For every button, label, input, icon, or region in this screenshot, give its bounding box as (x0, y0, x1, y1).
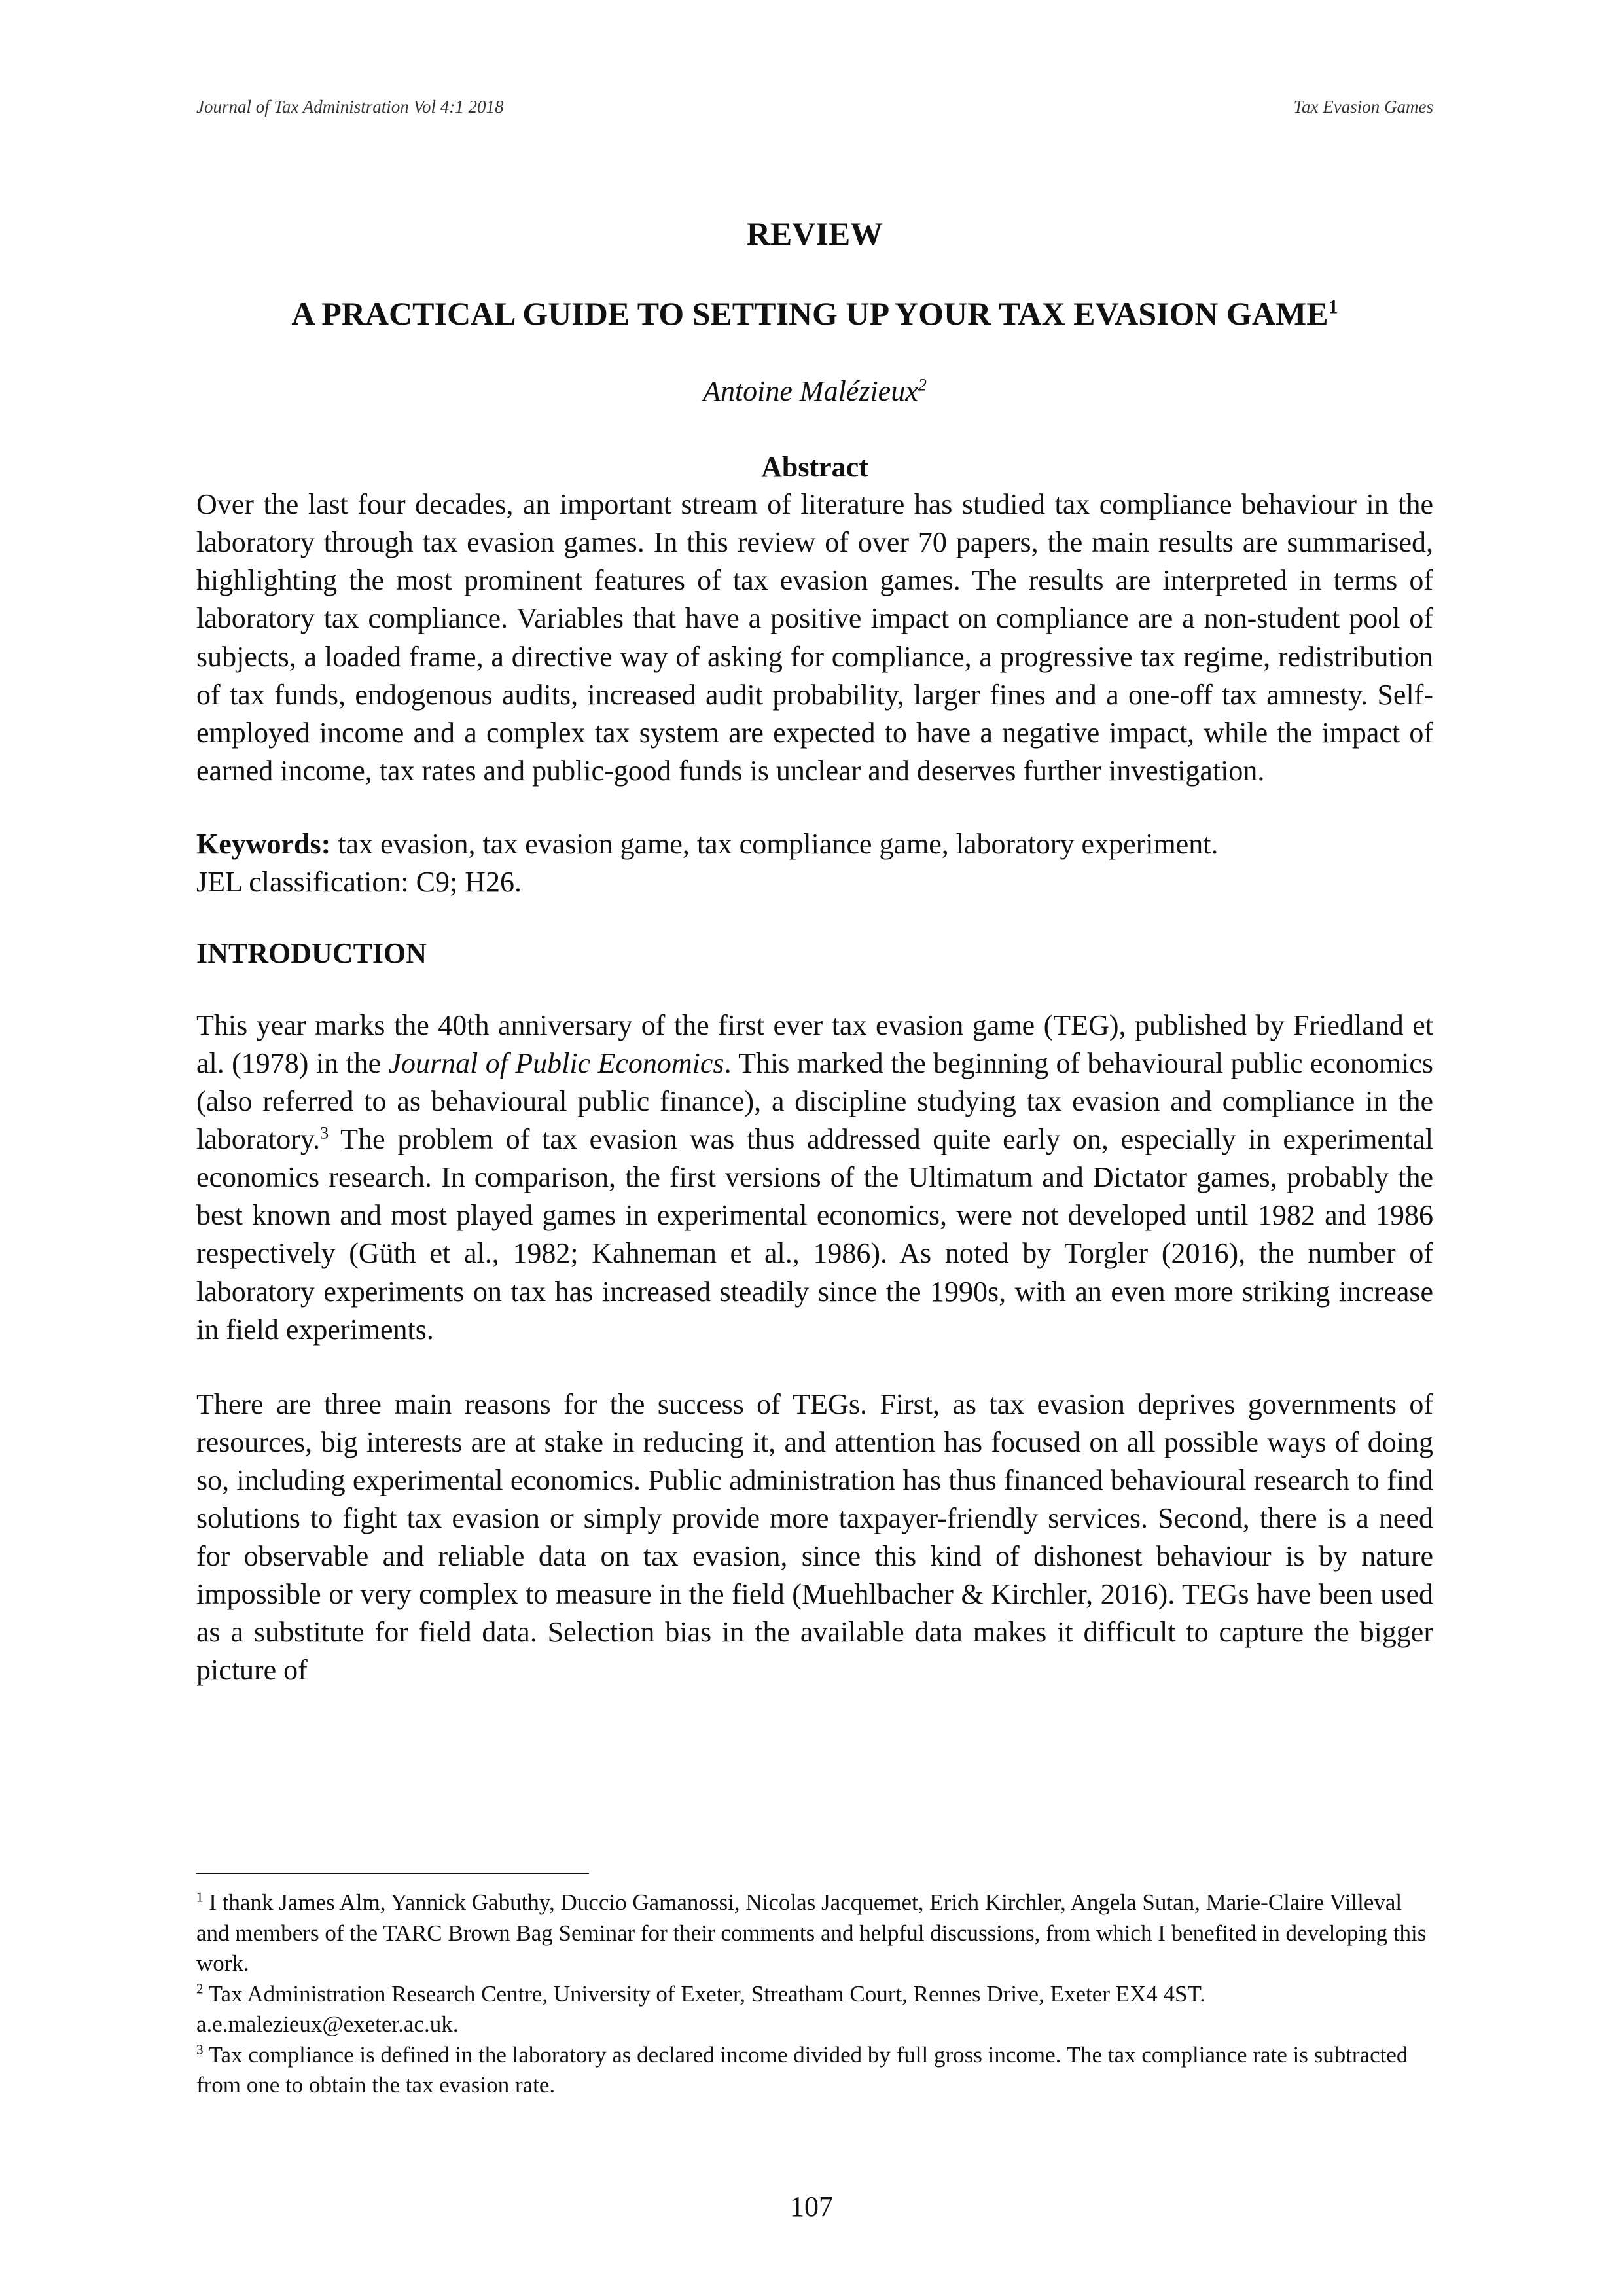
title-footnote-mark[interactable]: 1 (1328, 296, 1338, 318)
footnote-1 (196, 1888, 1433, 1979)
intro-p1-part-b: . This marked the beginning of behavioural public economics (also referred to as behavioural public finance), a discipline studying tax evasion and compliance in the laboratory. (196, 1047, 1433, 1156)
article-title (268, 293, 1361, 334)
article-title-text: A PRACTICAL GUIDE TO SETTING UP YOUR TAX EVASION GAME (291, 295, 1329, 332)
keywords-text: tax evasion, tax evasion game, tax compliance game, laboratory experiment. (338, 827, 1219, 860)
footnote-1-text: I thank James Alm, Yannick Gabuthy, Duccio Gamanossi, Nicolas Jacquemet, Erich Kirchler, Angela Sutan, Marie-Claire Villeval and members of the TARC Brown Bag Seminar for their comments and helpful discussions, from which I benefited in developing this work. (196, 1890, 1427, 1977)
footnote-2-mark: 2 (196, 1980, 204, 1996)
running-header-journal: Journal of Tax Administration Vol 4:1 2018 (196, 97, 504, 117)
author-name: Antoine Malézieux (703, 375, 918, 407)
intro-p1-part-c: The problem of tax evasion was thus addressed quite early on, especially in experimental economics research. In comparison, the first versions of the Ultimatum and Dictator games, probably the best known and most played games in experimental economics, were not developed until 1982 and 1986 respectively (Güth et al., 1982; Kahneman et al., 1986). As noted by Torgler (2016), the number of laboratory experiments on tax has increased steadily since the 1990s, with an even more striking increase in field experiments. (196, 1123, 1433, 1346)
footnote-divider (196, 1873, 589, 1874)
footnote-2 (196, 1979, 1433, 2040)
running-header-topic: Tax Evasion Games (1293, 97, 1433, 117)
footnote-3 (196, 2040, 1433, 2101)
intro-p1-part-a: This year marks the 40th anniversary of the first ever tax evasion game (TEG), published by Friedland et al. (1978) in the (196, 1009, 1433, 1080)
footnote-3-text: Tax compliance is defined in the laboratory as declared income divided by full gross income. The tax compliance rate is subtracted from one to obtain the tax evasion rate. (196, 2041, 1408, 2098)
abstract-text: Over the last four decades, an important stream of literature has studied tax compliance behaviour in the laboratory through tax evasion games. In this review of over 70 papers, the main results are summarised, highlighting the most prominent features of tax evasion games. The results are interpreted in terms of laboratory tax compliance. Variables that have a positive impact on compliance are a non-student pool of subjects, a loaded frame, a directive way of asking for compliance, a progressive tax regime, redistribution of tax funds, endogenous audits, increased audit probability, larger fines and a one-off tax amnesty. Self-employed income and a complex tax system are expected to have a negative impact, while the impact of earned income, tax rates and public-good funds is unclear and deserves further investigation. (196, 488, 1433, 787)
footnote-mark-3[interactable]: 3 (319, 1122, 329, 1143)
page-number: 107 (790, 2191, 833, 2223)
footnote-1-mark: 1 (196, 1889, 204, 1905)
introduction-paragraph-1 (196, 1007, 1433, 1349)
author-line (196, 374, 1433, 408)
keywords-line (196, 825, 1433, 863)
introduction-heading: INTRODUCTION (196, 937, 427, 969)
footnote-2-text: Tax Administration Research Centre, University of Exeter, Streatham Court, Rennes Drive, Exeter EX4 4ST. a.e.malezieux@exeter.ac.uk. (196, 1981, 1206, 2037)
section-label: REVIEW (746, 215, 883, 252)
footnotes (196, 1873, 1433, 2101)
jel-classification: JEL classification: C9; H26. (196, 865, 522, 898)
abstract-heading: Abstract (761, 451, 868, 483)
author-footnote-mark[interactable]: 2 (918, 374, 927, 395)
footnote-3-mark: 3 (196, 2041, 204, 2058)
article-body (196, 209, 1433, 1726)
journal-name-italic: Journal of Public Economics (388, 1047, 724, 1080)
introduction-paragraph-2: There are three main reasons for the success of TEGs. First, as tax evasion deprives governments of resources, big interests are at stake in reducing it, and attention has focused on all possible ways of doing so, including experimental economics. Public administration has thus financed behavioural research to find solutions to fight tax evasion or simply provide more taxpayer-friendly services. Second, there is a need for observable and reliable data on tax evasion, since this kind of dishonest behaviour is by nature impossible or very complex to measure in the field (Muehlbacher & Kirchler, 2016). TEGs have been used as a substitute for field data. Selection bias in the available data makes it difficult to capture the bigger picture of (196, 1388, 1433, 1687)
keywords-label: Keywords: (196, 827, 331, 860)
